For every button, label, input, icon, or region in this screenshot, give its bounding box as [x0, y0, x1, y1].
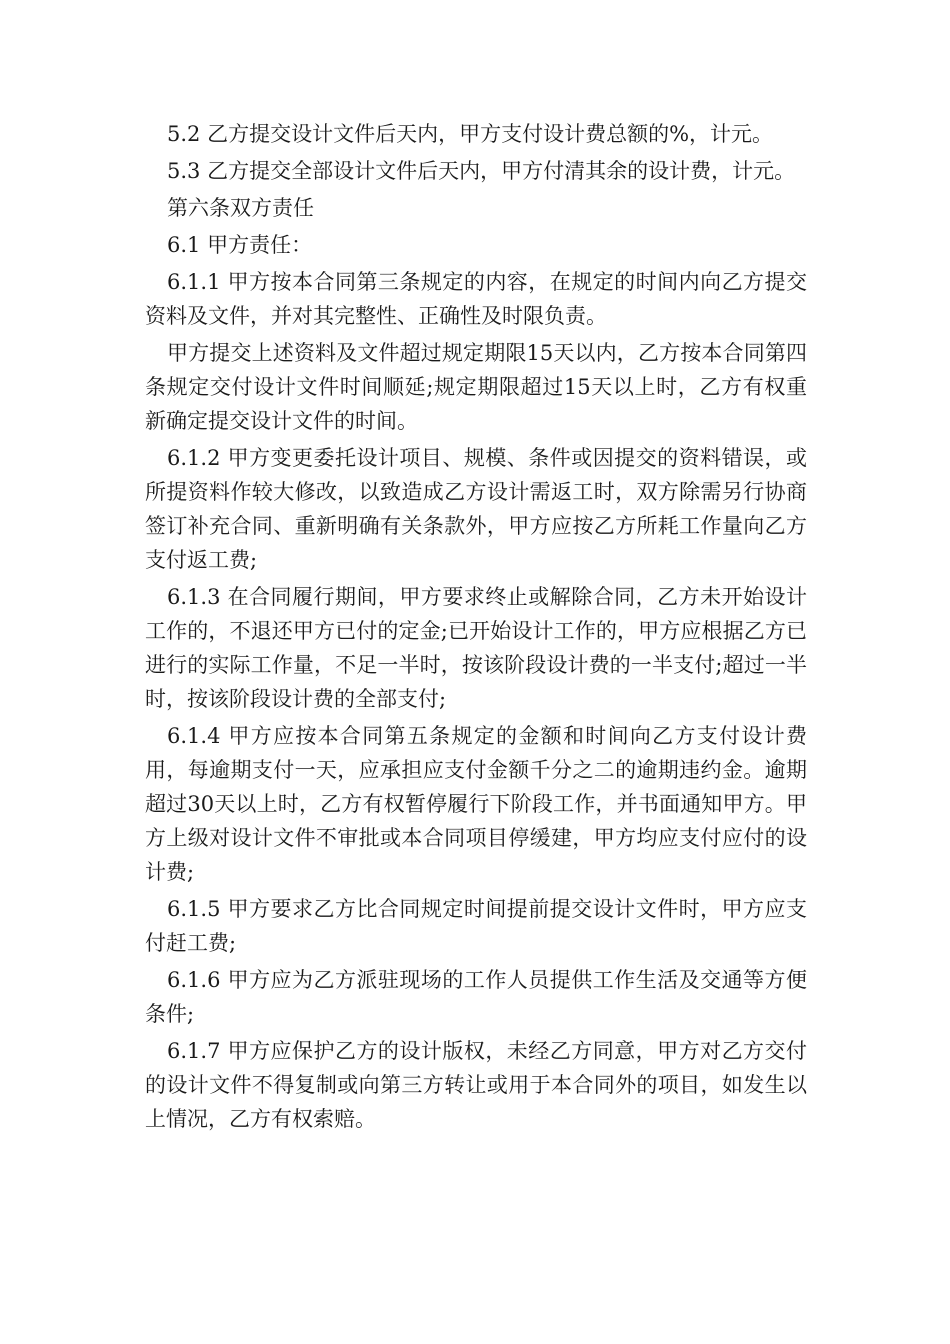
paragraph-6-1-4: 6.1.4 甲方应按本合同第五条规定的金额和时间向乙方支付设计费用，每逾期支付一天，应承担应支付金额千分之二的逾期违约金。逾期超过30天以上时，乙方有权暂停履行下阶段工作，并书面通知甲方。甲方上级对设计文件不审批或本合同项目停缓建，甲方均应支付应付的设计费; [145, 724, 807, 884]
paragraph-6-1-6: 6.1.6 甲方应为乙方派驻现场的工作人员提供工作生活及交通等方便条件; [145, 968, 807, 1026]
paragraph-6-1-7: 6.1.7 甲方应保护乙方的设计版权，未经乙方同意，甲方对乙方交付的设计文件不得复制或向第三方转让或用于本合同外的项目，如发生以上情况，乙方有权索赔。 [145, 1039, 807, 1131]
paragraph-6-1-1-continued: 甲方提交上述资料及文件超过规定期限15天以内，乙方按本合同第四条规定交付设计文件时间顺延;规定期限超过15天以上时，乙方有权重新确定提交设计文件的时间。 [145, 341, 807, 433]
paragraph-6-1: 6.1 甲方责任： [167, 233, 313, 257]
document-body [145, 117, 807, 1139]
paragraph-6-1-1: 6.1.1 甲方按本合同第三条规定的内容，在规定的时间内向乙方提交资料及文件，并对其完整性、正确性及时限负责。 [145, 270, 807, 328]
paragraph-6-1-2: 6.1.2 甲方变更委托设计项目、规模、条件或因提交的资料错误，或所提资料作较大修改，以致造成乙方设计需返工时，双方除需另行协商签订补充合同、重新明确有关条款外，甲方应按乙方所耗工作量向乙方支付返工费; [145, 446, 807, 572]
section-heading-article-6: 第六条双方责任 [167, 196, 314, 220]
paragraph-6-1-3: 6.1.3 在合同履行期间，甲方要求终止或解除合同，乙方未开始设计工作的，不退还甲方已付的定金;已开始设计工作的，甲方应根据乙方已进行的实际工作量，不足一半时，按该阶段设计费的一半支付;超过一半时，按该阶段设计费的全部支付; [145, 585, 807, 711]
paragraph-5-2: 5.2 乙方提交设计文件后天内，甲方支付设计费总额的%，计元。 [167, 122, 774, 146]
paragraph-6-1-5: 6.1.5 甲方要求乙方比合同规定时间提前提交设计文件时，甲方应支付赶工费; [145, 897, 807, 955]
paragraph-5-3: 5.3 乙方提交全部设计文件后天内，甲方付清其余的设计费，计元。 [167, 159, 796, 183]
